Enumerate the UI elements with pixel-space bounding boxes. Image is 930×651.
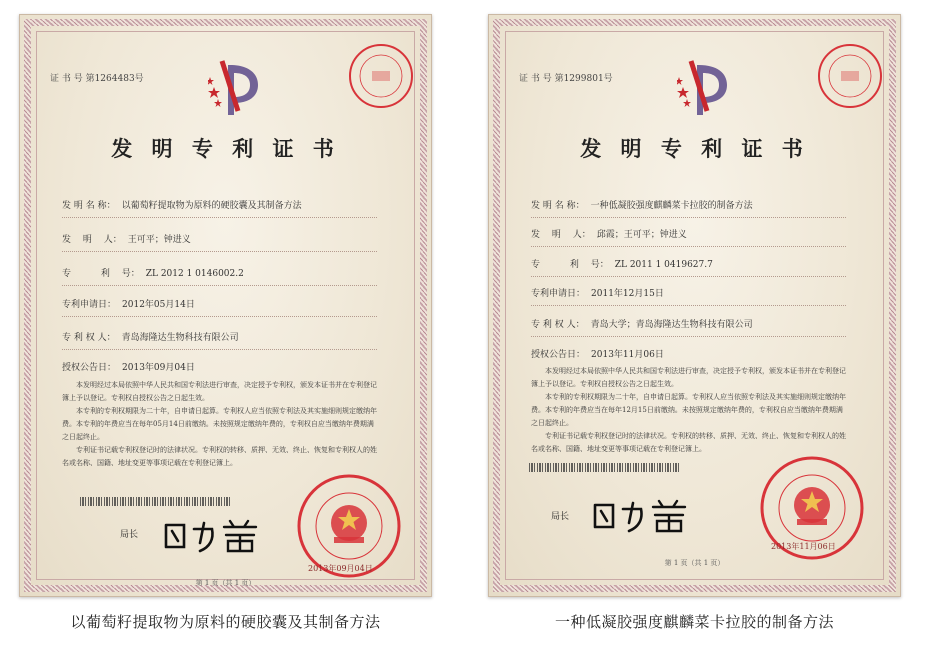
field-label: 专利申请日： [531,289,586,299]
divider [531,336,846,337]
divider [531,276,846,277]
certificate-body-text [531,365,846,456]
field-value: 2013年11月06日 [591,350,664,360]
field-value: ZL 2012 1 0146002.2 [145,269,244,279]
field-value: 2012年05月14日 [122,300,195,310]
certificate-title: 发 明 专 利 证 书 [111,136,340,161]
field-invention-name [62,198,302,211]
certificate-number: 证 书 号 第1299801号 [519,74,613,84]
field-label: 授权公告日： [531,350,586,360]
field-inventor [531,227,687,240]
field-value: 以葡萄籽提取物为原料的硬胶囊及其制备方法 [121,201,302,211]
field-patent-number [62,266,244,279]
director-signature [589,497,699,535]
field-patent-number [531,257,713,270]
official-red-seal [757,453,867,563]
certificate-body-text [62,379,377,470]
divider [62,285,377,286]
divider [62,251,377,252]
body-paragraph: 专利证书记载专利权登记时的法律状况。专利权的转移、质押、无效、终止、恢复和专利权人的姓名或名称、国籍、地址变更等事项记载在专利登记簿上。 [531,432,846,453]
divider [531,246,846,247]
field-label: 发 明 人： [62,235,122,245]
field-value: 邱霞；王可平；钟进义 [596,230,687,240]
certificate-title: 发 明 专 利 证 书 [580,136,809,161]
seal-date: 2013年11月06日 [771,542,836,551]
field-label: 专 利 权 人： [531,320,585,330]
field-value: 2013年09月04日 [122,363,195,373]
field-label: 专 利 号： [531,260,609,270]
field-application-date [62,297,195,310]
field-label: 专利申请日： [62,300,117,310]
field-value: 2011年12月15日 [591,289,664,299]
field-application-date [531,286,664,299]
divider [531,217,846,218]
field-label: 发 明 人： [531,230,591,240]
field-value: 王可平；钟进义 [127,235,191,245]
field-grant-date [531,347,664,360]
body-paragraph: 本发明经过本局依照中华人民共和国专利法进行审查，决定授予专利权，颁发本证书并在专利登记簿上予以登记。专利权自授权公告之日起生效。 [62,381,377,402]
director-label: 局长 [120,530,139,540]
field-label: 专 利 权 人： [62,333,116,343]
official-red-seal [294,471,404,581]
field-label: 发 明 名 称： [531,201,585,211]
field-patentee [531,317,753,330]
director-signature [160,517,270,555]
caption-left: 以葡萄籽提取物为原料的硬胶囊及其制备方法 [70,613,381,631]
field-label: 专 利 号： [62,269,140,279]
body-paragraph: 本专利的专利权期限为二十年，自申请日起算。专利权人应当依照专利法及其实施细则规定缴纳年费。本专利的年费应当在每年12月15日前缴纳。未按照规定缴纳年费的，专利权自应当缴纳年费期满之日起终止。 [531,393,846,427]
barcode [529,463,679,472]
body-paragraph: 本专利的专利权期限为二十年，自申请日起算。专利权人应当依照专利法及其实施细则规定缴纳年费。本专利的年费应当在每年05月14日前缴纳。未按照规定缴纳年费的，专利权自应当缴纳年费期满之日起终止。 [62,407,377,441]
patent-office-logo [677,59,733,117]
caption-right: 一种低凝胶强度麒麟菜卡拉胶的制备方法 [554,613,834,631]
divider [531,305,846,306]
page-footer: 第 1 页（共 1 页） [195,579,256,587]
seal-date: 2013年09月04日 [308,564,373,573]
field-grant-date [62,360,195,373]
patent-certificate-left [19,14,432,597]
certificate-number: 证 书 号 第1264483号 [50,74,144,84]
top-red-seal-stamp [815,41,885,111]
body-paragraph: 本发明经过本局依照中华人民共和国专利法进行审查，决定授予专利权，颁发本证书并在专利登记簿上予以登记。专利权自授权公告之日起生效。 [531,367,846,388]
field-label: 授权公告日： [62,363,117,373]
field-patentee [62,330,239,343]
patent-certificate-right [488,14,901,597]
field-inventor [62,232,191,245]
field-label: 发 明 名 称： [62,201,116,211]
divider [62,349,377,350]
patent-office-logo [208,59,264,117]
field-invention-name [531,198,753,211]
field-value: 一种低凝胶强度麒麟菜卡拉胶的制备方法 [590,201,753,211]
page-footer: 第 1 页（共 1 页） [664,559,725,567]
field-value: ZL 2011 1 0419627.7 [614,260,713,270]
field-value: 青岛海隆达生物科技有限公司 [121,333,239,343]
barcode [80,497,230,506]
top-red-seal-stamp [346,41,416,111]
body-paragraph: 专利证书记载专利权登记时的法律状况。专利权的转移、质押、无效、终止、恢复和专利权人的姓名或名称、国籍、地址变更等事项记载在专利登记簿上。 [62,446,377,467]
divider [62,217,377,218]
director-label: 局长 [551,512,570,522]
divider [62,316,377,317]
field-value: 青岛大学；青岛海隆达生物科技有限公司 [590,320,753,330]
